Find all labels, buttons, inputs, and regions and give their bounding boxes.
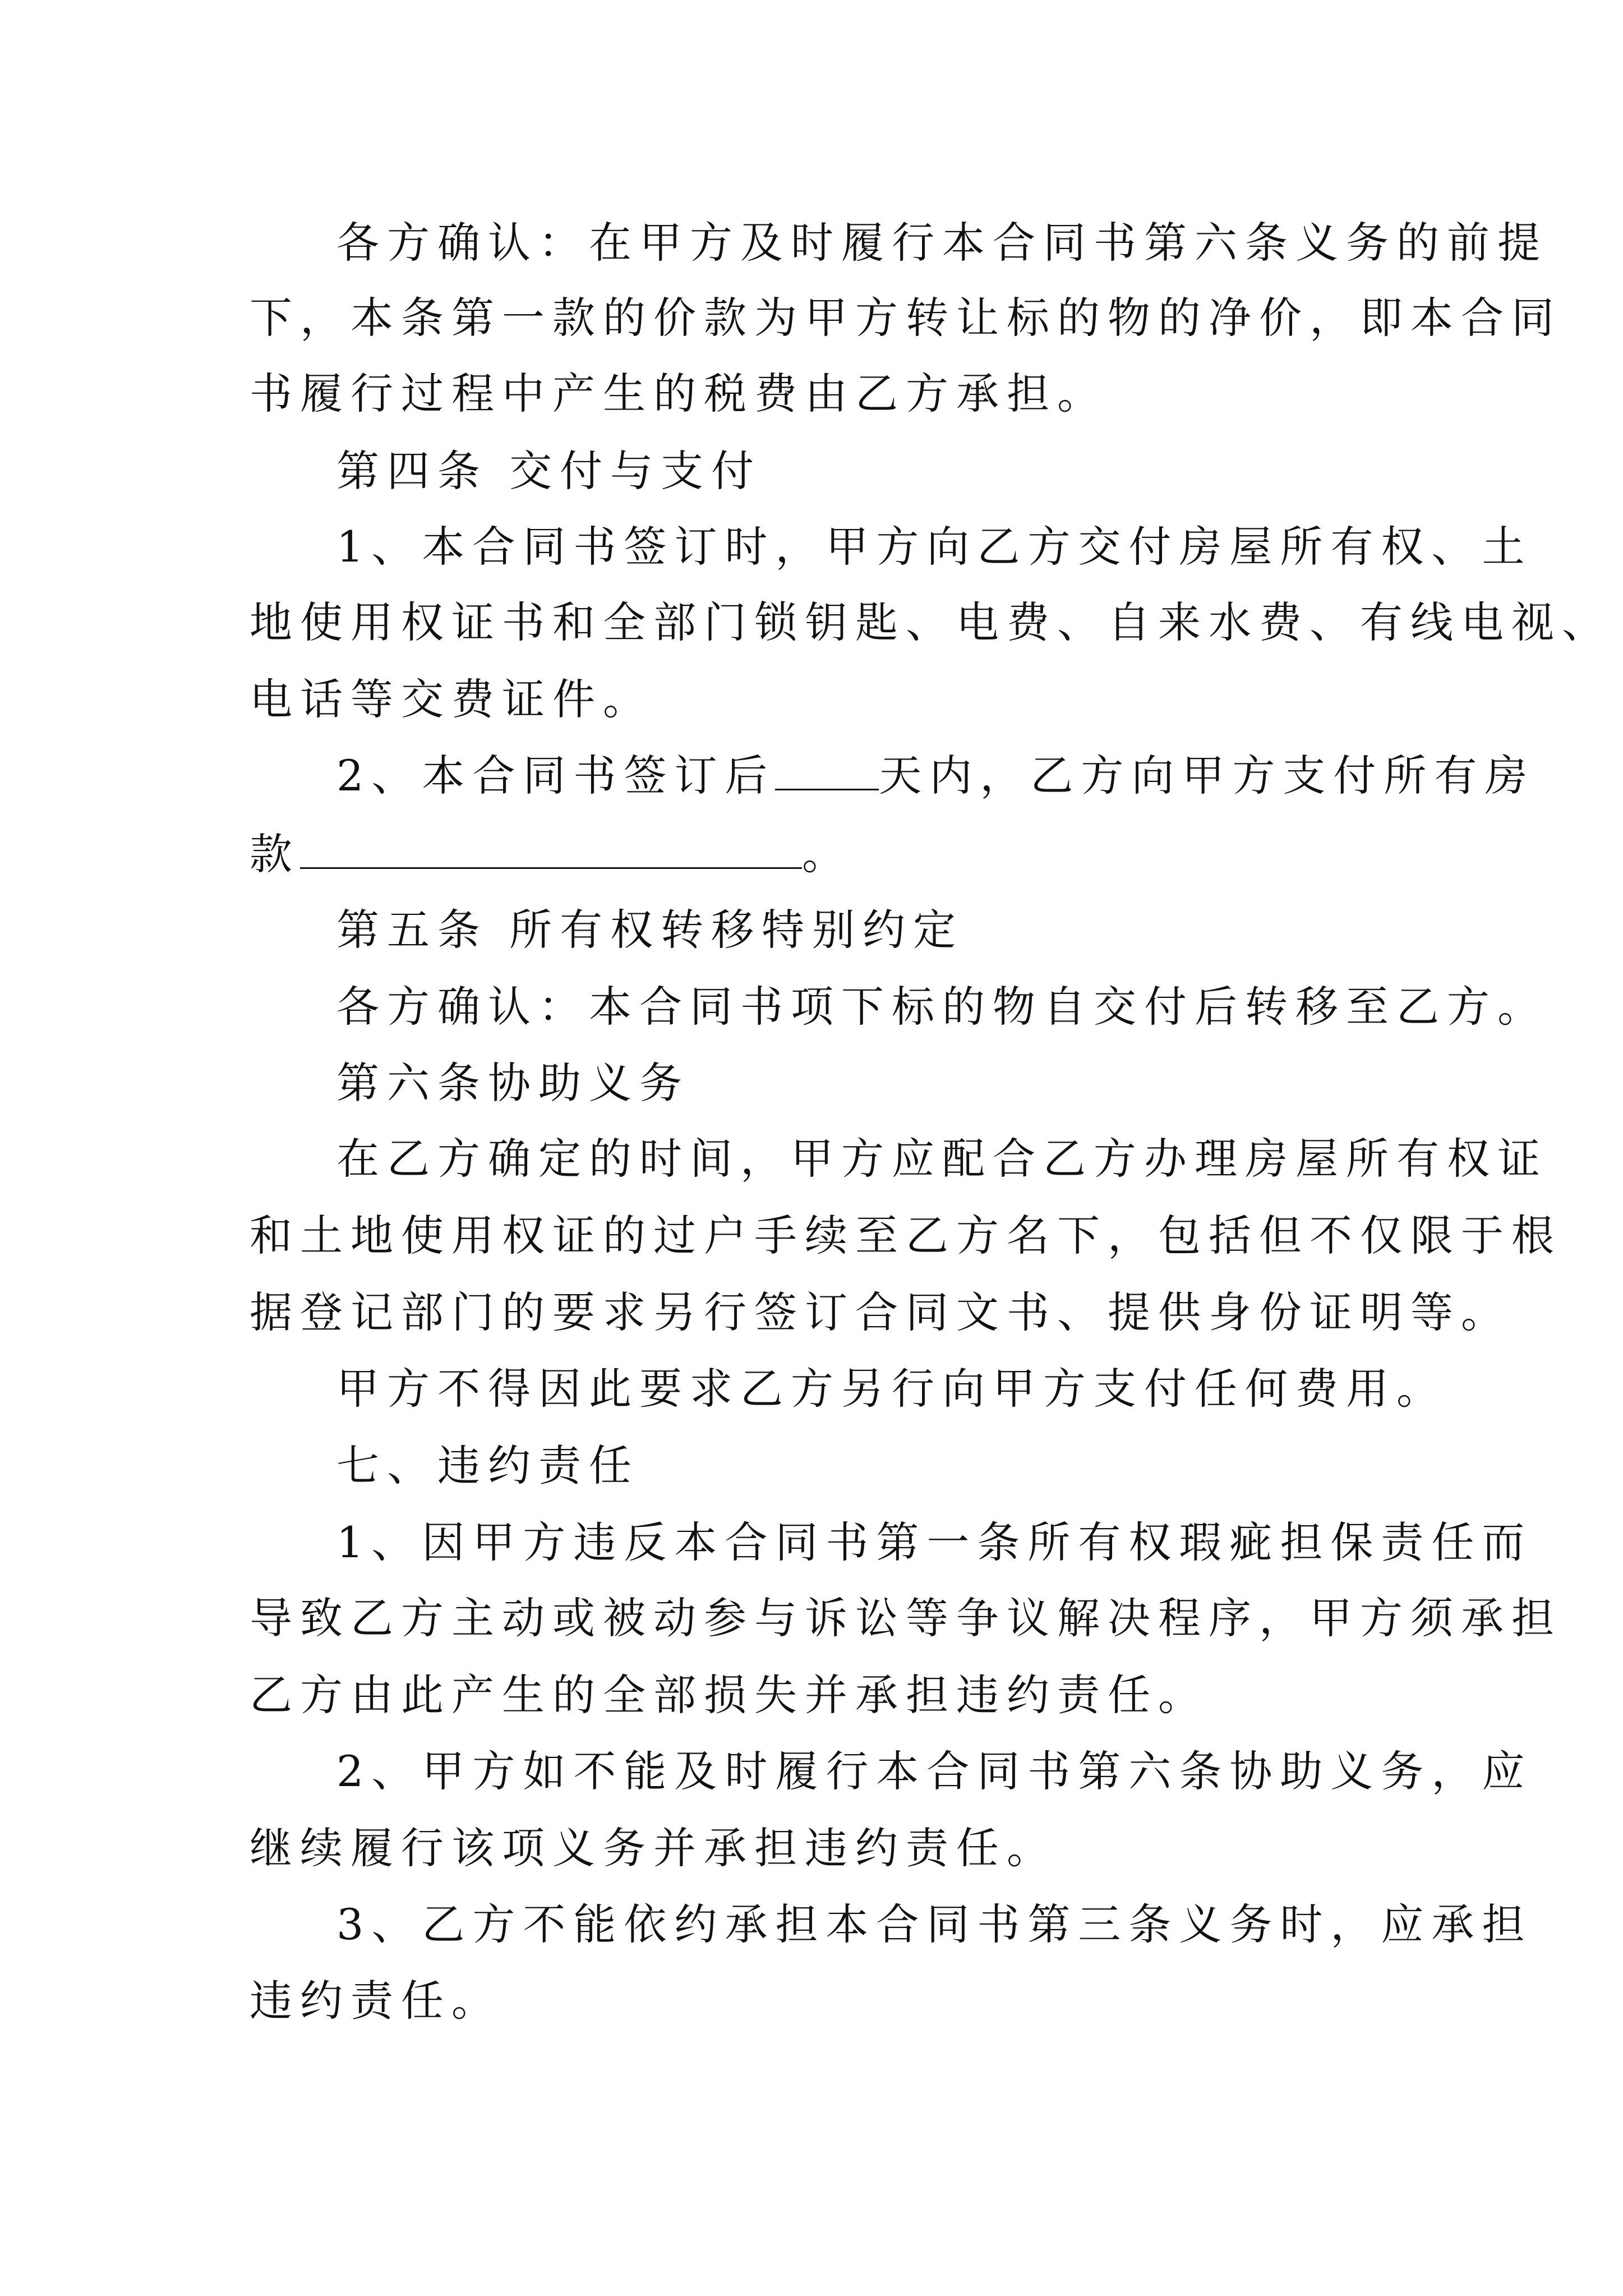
sec7-item3-line-2: 违约责任。 (250, 1976, 502, 2026)
art4-item1-line-1: 1、本合同书签订时，甲方向乙方交付房屋所有权、土 (336, 522, 1533, 572)
amount-blank-field (300, 828, 802, 869)
article-4-heading: 第四条 交付与支付 (336, 446, 762, 496)
article-6-heading: 第六条协助义务 (336, 1058, 690, 1108)
art6-para-line-2: 和土地使用权证的过户手续至乙方名下，包括但不仅限于根 (250, 1211, 1562, 1260)
para-confirm-line-2: 下，本条第一款的价款为甲方转让标的物的净价，即本合同 (250, 293, 1562, 343)
art5-confirm: 各方确认：本合同书项下标的物自交付后转移至乙方。 (336, 982, 1548, 1032)
art4-item1-line-2: 地使用权证书和全部门锁钥匙、电费、自来水费、有线电视、 (250, 597, 1612, 647)
art4-item2-line-2 (0, 818, 1623, 891)
para-confirm-line-1: 各方确认：在甲方及时履行本合同书第六条义务的前提 (336, 218, 1548, 268)
sec7-item2-line-2: 继续履行该项义务并承担违约责任。 (250, 1823, 1057, 1873)
article-5-heading: 第五条 所有权转移特别约定 (336, 905, 964, 955)
art4-item2-prefix: 2、本合同书签订后 (336, 751, 776, 800)
sec7-item1-line-2: 导致乙方主动或被动参与诉讼等争议解决程序，甲方须承担 (250, 1593, 1562, 1643)
art4-item2-suffix: 天内，乙方向甲方支付所有房 (879, 751, 1536, 800)
sec7-item1-line-3: 乙方由此产生的全部损失并承担违约责任。 (250, 1670, 1209, 1720)
days-blank-field (775, 749, 879, 790)
sec7-item1-line-1: 1、因甲方违反本合同书第一条所有权瑕疵担保责任而 (336, 1517, 1533, 1567)
art4-item2-kuan: 款 (250, 829, 300, 879)
art4-item2-line-1 (0, 739, 1623, 812)
sec7-item2-line-1: 2、甲方如不能及时履行本合同书第六条协助义务，应 (336, 1746, 1533, 1796)
section-7-heading: 七、违约责任 (336, 1441, 639, 1490)
art6-no-fee: 甲方不得因此要求乙方另行向甲方支付任何费用。 (336, 1364, 1447, 1414)
sec7-item3-line-1: 3、乙方不能依约承担本合同书第三条义务时，应承担 (336, 1899, 1533, 1949)
art6-para-line-1: 在乙方确定的时间，甲方应配合乙方办理房屋所有权证 (336, 1134, 1548, 1184)
art6-para-line-3: 据登记部门的要求另行签订合同文书、提供身份证明等。 (250, 1287, 1511, 1337)
art4-item1-line-3: 电话等交费证件。 (250, 674, 653, 724)
art4-item2-period: 。 (802, 829, 852, 879)
para-confirm-line-3: 书履行过程中产生的税费由乙方承担。 (250, 369, 1108, 418)
